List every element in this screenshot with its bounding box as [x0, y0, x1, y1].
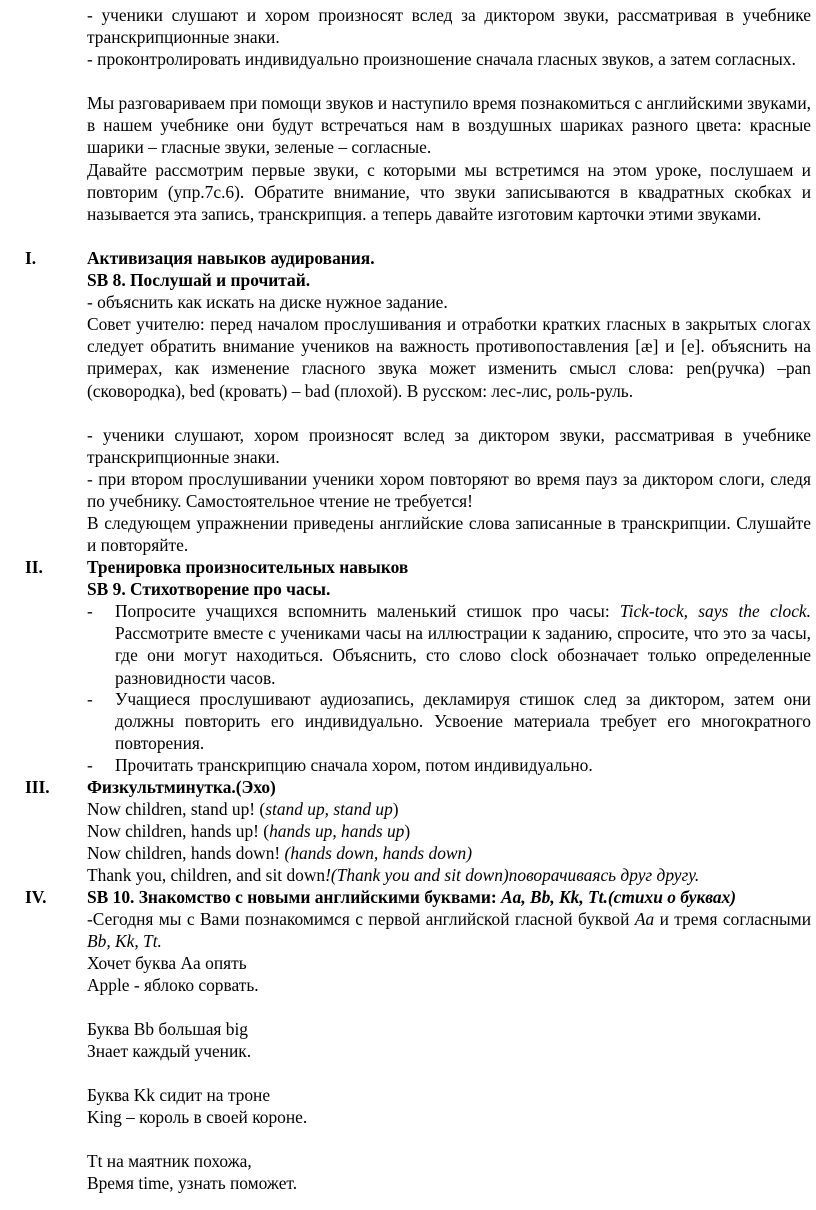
- section-3-title: Физкультминутка.(Эхо): [87, 777, 276, 797]
- line-1-close: ): [392, 799, 399, 819]
- section-4-intro: [87, 908, 811, 952]
- line-2-text: Now children, hands up! (: [87, 821, 270, 841]
- bullet-1-rest: Рассмотрите вместе с учениками часы на иллюстрации к заданию, спросите, что это за часы, где они могут находиться. Объяснить, сто слово clock обозначает только определенные разновидности часов.: [115, 623, 811, 688]
- exercise-line-2: [87, 820, 811, 842]
- section-1-paragraph-4: - при втором прослушивании ученики хором повторяют во время пауз за диктором слоги, следя по учебнику. Самостоятельное чтение не требуется!: [87, 469, 811, 512]
- intro-text-b: и тремя согласными: [654, 909, 811, 929]
- section-2-bullet-1: [115, 600, 811, 689]
- line-4-text: Thank you, children, and sit down: [87, 865, 326, 885]
- section-2-bullet-3: Прочитать транскрипцию сначала хором, потом индивидуально.: [115, 755, 593, 775]
- section-2-number: II.: [25, 557, 43, 577]
- section-1-paragraph-3: - ученики слушают, хором произносят вслед за диктором звуки, рассматривая в учебнике транскрипционные знаки.: [87, 425, 811, 468]
- exercise-line-3: [87, 842, 811, 864]
- exercise-line-1: [87, 798, 811, 820]
- poem-line-5: Буква Kk сидит на троне: [87, 1085, 271, 1105]
- intro-text-a: -Сегодня мы с Вами познакомимся с первой английской гласной буквой: [87, 909, 635, 929]
- section-1-paragraph-5: В следующем упражнении приведены английские слова записанные в транскрипции. Слушайте и повторяйте.: [87, 513, 811, 556]
- bullet-1-text: Попросите учащихся вспомнить маленький стишок про часы:: [115, 601, 620, 621]
- section-1-title: Активизация навыков аудирования.: [87, 248, 375, 268]
- intro-paragraph-2: - проконтролировать индивидуально произношение сначала гласных звуков, а затем согласных.: [87, 49, 796, 69]
- section-1-number: I.: [25, 248, 37, 268]
- intro-letters-bkt: Bb, Kk, Tt.: [87, 931, 162, 952]
- poem-line-3: Буква Bb большая big: [87, 1019, 248, 1039]
- section-2-subtitle: SB 9. Стихотворение про часы.: [87, 579, 331, 599]
- line-3-text: Now children, hands down!: [87, 843, 285, 863]
- section-2-bullet-2: Учащиеся прослушивают аудиозапись, декламируя стишок след за диктором, затем они должны повторить его индивидуально. Усвоение материала требует его многократного повторения.: [115, 689, 811, 754]
- poem-line-2: Apple - яблоко сорвать.: [87, 975, 259, 995]
- section-1-paragraph-1: - объяснить как искать на диске нужное задание.: [87, 292, 448, 312]
- line-3-echo: (hands down, hands down): [284, 843, 472, 863]
- line-2-echo: hands up, hands up: [269, 821, 405, 841]
- section-4-title-letters: Aa, Bb, Kk, Tt.(стихи о буквах): [501, 887, 737, 907]
- poem-line-8: Время time, узнать поможет.: [87, 1173, 298, 1193]
- exercise-line-4: [87, 864, 811, 886]
- line-1-text: Now children, stand up! (: [87, 799, 266, 819]
- section-4-title-text: SB 10. Знакомство с новыми английскими буквами:: [87, 887, 502, 907]
- bullet-1-italic: Tick-tock, says the clock.: [619, 601, 811, 621]
- section-1-paragraph-2: Совет учителю: перед началом прослушивания и отработки кратких гласных в закрытых слогах следует обратить внимание учеников на важность противопоставления [æ] и [e]. объяснить на примерах, как изменение гласного звука может изменить смысл слова: pen(ручка) –pan (сковородка), bed (кровать) – bad (плохой). В русском: лес-лис, роль-руль.: [87, 314, 811, 401]
- line-4-echo: !(Thank you and sit down)поворачиваясь друг другу.: [325, 865, 700, 885]
- poem-line-4: Знает каждый ученик.: [87, 1041, 252, 1061]
- line-1-echo: stand up, stand up: [265, 799, 393, 819]
- poem-line-7: Tt на маятник похожа,: [87, 1151, 252, 1171]
- bullet-mark: -: [87, 755, 93, 775]
- bullet-mark: -: [87, 601, 93, 621]
- bullet-mark: -: [87, 689, 93, 709]
- intro-letter-a: Aa: [634, 909, 655, 929]
- line-2-close: ): [404, 821, 411, 841]
- poem-line-6: King – король в своей короне.: [87, 1107, 308, 1127]
- intro-paragraph-3: Мы разговариваем при помощи звуков и наступило время познакомиться с английскими звуками, в нашем учебнике они будут встречаться нам в воздушных шариках разного цвета: красные шарики – гласные звуки, зеленые – согласные.: [87, 93, 811, 158]
- poem-line-1: Хочет буква Aa опять: [87, 953, 247, 973]
- intro-paragraph-1: - ученики слушают и хором произносят вслед за диктором звуки, рассматривая в учебнике транскрипционные знаки.: [87, 5, 811, 48]
- section-1-subtitle: SB 8. Послушай и прочитай.: [87, 270, 311, 290]
- section-4-title: [87, 886, 811, 908]
- section-2-title: Тренировка произносительных навыков: [87, 557, 409, 577]
- section-4-number: IV.: [25, 887, 47, 907]
- intro-paragraph-4: Давайте рассмотрим первые звуки, с которыми мы встретимся на этом уроке, послушаем и повторим (упр.7с.6). Обратите внимание, что звуки записываются в квадратных скобках и называется эта запись, транскрипция. а теперь давайте изготовим карточки этими звуками.: [87, 160, 811, 225]
- section-3-number: III.: [25, 777, 50, 797]
